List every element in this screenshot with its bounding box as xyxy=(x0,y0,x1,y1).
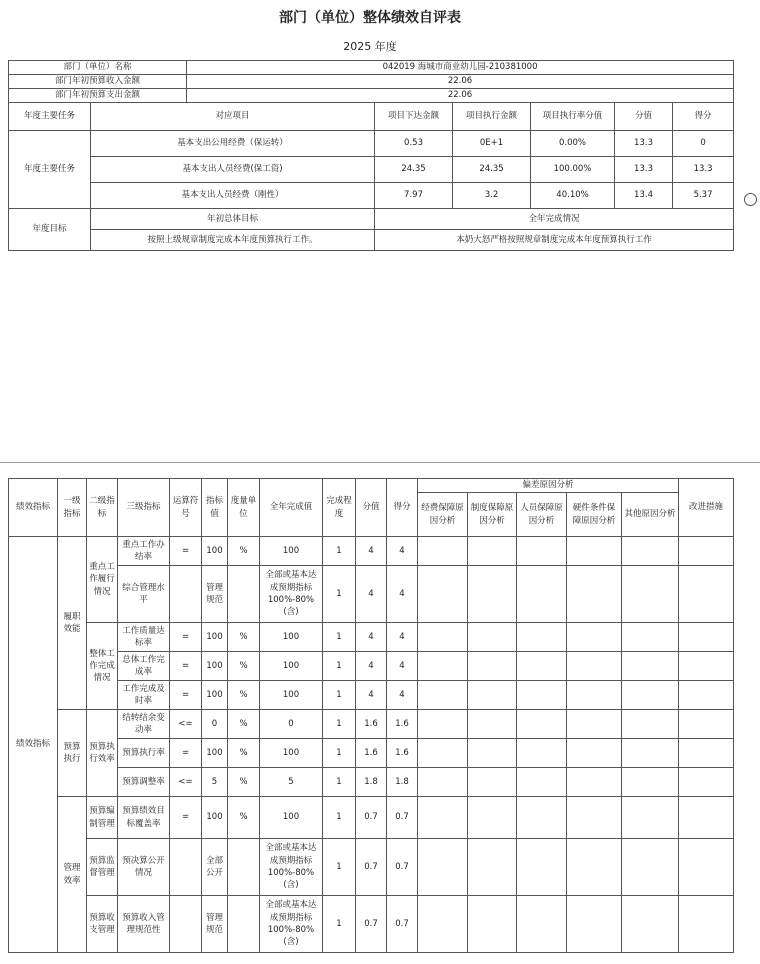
dev-cell xyxy=(468,623,517,652)
level3-label: 预算收入管理规范性 xyxy=(118,896,170,953)
unit: % xyxy=(228,739,260,768)
hdr-dev-other: 其他原因分析 xyxy=(622,493,679,537)
col-allocated: 项目下达金额 xyxy=(375,103,453,131)
got-score: 4 xyxy=(387,537,418,566)
operator: = xyxy=(170,537,202,566)
allocated-amount: 7.97 xyxy=(375,183,453,209)
dev-cell xyxy=(418,710,468,739)
dev-cell xyxy=(622,623,679,652)
dev-cell xyxy=(468,797,517,839)
dev-cell xyxy=(622,797,679,839)
score: 1.6 xyxy=(356,739,387,768)
col-project: 对应项目 xyxy=(91,103,375,131)
improve-cell xyxy=(679,839,734,896)
execution-rate: 40.10% xyxy=(531,183,615,209)
level1-label: 履职效能 xyxy=(58,537,87,710)
hdr-operator: 运算符号 xyxy=(170,479,202,537)
hdr-deviation: 偏差原因分析 xyxy=(418,479,679,493)
dev-cell xyxy=(517,537,567,566)
table-row xyxy=(9,839,734,896)
level3-label: 重点工作办结率 xyxy=(118,537,170,566)
degree: 1 xyxy=(323,739,356,768)
execution-rate: 100.00% xyxy=(531,157,615,183)
page-title: 部门（单位）整体绩效自评表 xyxy=(279,10,461,26)
hdr-degree: 完成程度 xyxy=(323,479,356,537)
score: 4 xyxy=(356,652,387,681)
col-executed: 项目执行金额 xyxy=(453,103,531,131)
col-score: 分值 xyxy=(615,103,673,131)
improve-cell xyxy=(679,768,734,797)
degree: 1 xyxy=(323,537,356,566)
score: 0.7 xyxy=(356,797,387,839)
actual-value: 100 xyxy=(260,739,323,768)
dev-cell xyxy=(418,566,468,623)
got-score: 1.8 xyxy=(387,768,418,797)
degree: 1 xyxy=(323,566,356,623)
dev-cell xyxy=(567,768,622,797)
dev-cell xyxy=(468,768,517,797)
dev-cell xyxy=(622,768,679,797)
got-score: 0.7 xyxy=(387,797,418,839)
dev-cell xyxy=(517,797,567,839)
level2-label: 预算执行效率 xyxy=(87,710,118,797)
main-indicator-label: 绩效指标 xyxy=(9,537,58,953)
level3-label: 综合管理水平 xyxy=(118,566,170,623)
table-row xyxy=(9,566,734,623)
actual-value: 全部或基本达成预期指标 100%-80%(含) xyxy=(260,566,323,623)
level3-label: 工作质量达标率 xyxy=(118,623,170,652)
score: 1.8 xyxy=(356,768,387,797)
dev-cell xyxy=(517,710,567,739)
hdr-level2: 二级指标 xyxy=(87,479,118,537)
actual-value: 5 xyxy=(260,768,323,797)
target-value: 100 xyxy=(202,739,228,768)
level3-label: 工作完成及时率 xyxy=(118,681,170,710)
target-value: 100 xyxy=(202,623,228,652)
dev-cell xyxy=(468,896,517,953)
level2-label: 整体工作完成情况 xyxy=(87,623,118,710)
got-score: 4 xyxy=(387,623,418,652)
dev-cell xyxy=(468,652,517,681)
improve-cell xyxy=(679,896,734,953)
degree: 1 xyxy=(323,896,356,953)
operator: = xyxy=(170,797,202,839)
dev-cell xyxy=(418,681,468,710)
dev-cell xyxy=(517,839,567,896)
improve-cell xyxy=(679,623,734,652)
summary-table xyxy=(8,60,734,251)
dev-cell xyxy=(517,768,567,797)
level3-label: 预算绩效目标覆盖率 xyxy=(118,797,170,839)
dev-cell xyxy=(418,652,468,681)
dev-cell xyxy=(468,739,517,768)
table-row xyxy=(9,157,734,183)
target-value: 管理规范 xyxy=(202,896,228,953)
unit: % xyxy=(228,710,260,739)
unit xyxy=(228,896,260,953)
dev-cell xyxy=(567,537,622,566)
improve-cell xyxy=(679,710,734,739)
expense-value: 22.06 xyxy=(187,89,734,103)
operator xyxy=(170,896,202,953)
improve-cell xyxy=(679,681,734,710)
score: 1.6 xyxy=(356,710,387,739)
hdr-unit: 度量单位 xyxy=(228,479,260,537)
dev-cell xyxy=(622,710,679,739)
dev-cell xyxy=(622,537,679,566)
score: 0.7 xyxy=(356,896,387,953)
got-score: 1.6 xyxy=(387,710,418,739)
dev-cell xyxy=(468,566,517,623)
actual-value: 0 xyxy=(260,710,323,739)
page-divider xyxy=(0,462,760,463)
unit: % xyxy=(228,652,260,681)
hdr-dev-system: 制度保障原因分析 xyxy=(468,493,517,537)
dev-cell xyxy=(567,652,622,681)
dev-cell xyxy=(418,623,468,652)
project-name: 基本支出人员经费(保工资) xyxy=(91,157,375,183)
unit xyxy=(228,566,260,623)
improve-cell xyxy=(679,797,734,839)
improve-cell xyxy=(679,537,734,566)
dev-cell xyxy=(622,681,679,710)
goal-text-right: 本奶大怒严格按照规章制度完成本年度预算执行工作 xyxy=(375,230,734,251)
table-row xyxy=(9,623,734,652)
got-score: 13.3 xyxy=(673,157,734,183)
level2-label: 预算编制管理 xyxy=(87,797,118,839)
operator xyxy=(170,566,202,623)
table-row xyxy=(9,768,734,797)
score: 4 xyxy=(356,537,387,566)
col-got: 得分 xyxy=(673,103,734,131)
score: 4 xyxy=(356,623,387,652)
target-value: 100 xyxy=(202,797,228,839)
table-row xyxy=(9,131,734,157)
got-score: 1.6 xyxy=(387,739,418,768)
dev-cell xyxy=(622,739,679,768)
dev-cell xyxy=(418,896,468,953)
income-value: 22.06 xyxy=(187,75,734,89)
score: 13.3 xyxy=(615,157,673,183)
table-row xyxy=(9,681,734,710)
actual-value: 100 xyxy=(260,537,323,566)
got-score: 5.37 xyxy=(673,183,734,209)
performance-table xyxy=(8,478,734,953)
goal-label: 年度目标 xyxy=(9,209,91,251)
degree: 1 xyxy=(323,652,356,681)
level1-label: 管理效率 xyxy=(58,797,87,953)
dev-cell xyxy=(418,797,468,839)
level3-label: 预算执行率 xyxy=(118,739,170,768)
hdr-dev-staff: 人员保障原因分析 xyxy=(517,493,567,537)
improve-cell xyxy=(679,566,734,623)
dev-cell xyxy=(622,652,679,681)
hdr-target: 指标值 xyxy=(202,479,228,537)
target-value: 100 xyxy=(202,652,228,681)
got-score: 0.7 xyxy=(387,839,418,896)
circle-marker xyxy=(744,193,757,206)
level2-label: 重点工作履行情况 xyxy=(87,537,118,623)
executed-amount: 0E+1 xyxy=(453,131,531,157)
actual-value: 100 xyxy=(260,797,323,839)
allocated-amount: 0.53 xyxy=(375,131,453,157)
improve-cell xyxy=(679,652,734,681)
actual-value: 全部或基本达成预期指标 100%-80%(含) xyxy=(260,896,323,953)
score: 13.3 xyxy=(615,131,673,157)
table-row xyxy=(9,797,734,839)
got-score: 4 xyxy=(387,566,418,623)
dev-cell xyxy=(567,566,622,623)
dev-cell xyxy=(517,566,567,623)
degree: 1 xyxy=(323,768,356,797)
dev-cell xyxy=(517,681,567,710)
degree: 1 xyxy=(323,710,356,739)
unit-name-label: 部门（单位）名称 xyxy=(9,61,187,75)
dev-cell xyxy=(567,839,622,896)
dev-cell xyxy=(567,797,622,839)
level1-label: 预算执行 xyxy=(58,710,87,797)
goal-text-left: 按照上级规章制度完成本年度预算执行工作。 xyxy=(91,230,375,251)
operator: <= xyxy=(170,710,202,739)
year-label: 2025 年度 xyxy=(343,40,397,53)
hdr-indicator: 绩效指标 xyxy=(9,479,58,537)
level2-label: 预算收支管理 xyxy=(87,896,118,953)
actual-value: 全部或基本达成预期指标 100%-80%(含) xyxy=(260,839,323,896)
goal-header-left: 年初总体目标 xyxy=(91,209,375,230)
dev-cell xyxy=(567,710,622,739)
dev-cell xyxy=(418,537,468,566)
unit: % xyxy=(228,681,260,710)
hdr-improve: 改进措施 xyxy=(679,479,734,537)
task-group-label: 年度主要任务 xyxy=(9,131,91,209)
dev-cell xyxy=(567,739,622,768)
got-score: 4 xyxy=(387,652,418,681)
score: 0.7 xyxy=(356,839,387,896)
dev-cell xyxy=(517,623,567,652)
degree: 1 xyxy=(323,623,356,652)
dev-cell xyxy=(468,537,517,566)
goal-header-right: 全年完成情况 xyxy=(375,209,734,230)
operator: = xyxy=(170,652,202,681)
improve-cell xyxy=(679,739,734,768)
target-value: 管理规范 xyxy=(202,566,228,623)
degree: 1 xyxy=(323,839,356,896)
target-value: 100 xyxy=(202,681,228,710)
income-label: 部门年初预算收入金额 xyxy=(9,75,187,89)
score: 4 xyxy=(356,566,387,623)
score: 4 xyxy=(356,681,387,710)
col-rate-score: 项目执行率分值 xyxy=(531,103,615,131)
unit: % xyxy=(228,623,260,652)
hdr-got: 得分 xyxy=(387,479,418,537)
executed-amount: 24.35 xyxy=(453,157,531,183)
unit: % xyxy=(228,797,260,839)
dev-cell xyxy=(517,652,567,681)
table-row xyxy=(9,652,734,681)
operator: = xyxy=(170,623,202,652)
hdr-dev-funding: 经费保障原因分析 xyxy=(418,493,468,537)
table-row xyxy=(9,537,734,566)
hdr-level1: 一级指标 xyxy=(58,479,87,537)
hdr-dev-hardware: 硬件条件保障原因分析 xyxy=(567,493,622,537)
operator: = xyxy=(170,681,202,710)
level3-label: 预决算公开情况 xyxy=(118,839,170,896)
level2-label: 预算监督管理 xyxy=(87,839,118,896)
dev-cell xyxy=(567,896,622,953)
operator: <= xyxy=(170,768,202,797)
operator xyxy=(170,839,202,896)
project-name: 基本支出人员经费（刚性） xyxy=(91,183,375,209)
allocated-amount: 24.35 xyxy=(375,157,453,183)
got-score: 4 xyxy=(387,681,418,710)
degree: 1 xyxy=(323,797,356,839)
unit-name-value: 042019 海城市商业幼儿园-210381000 xyxy=(187,61,734,75)
dev-cell xyxy=(517,739,567,768)
level3-label: 总体工作完成率 xyxy=(118,652,170,681)
actual-value: 100 xyxy=(260,652,323,681)
unit: % xyxy=(228,537,260,566)
execution-rate: 0.00% xyxy=(531,131,615,157)
hdr-level3: 三级指标 xyxy=(118,479,170,537)
hdr-score: 分值 xyxy=(356,479,387,537)
target-value: 全部公开 xyxy=(202,839,228,896)
table-row xyxy=(9,710,734,739)
hdr-actual: 全年完成值 xyxy=(260,479,323,537)
level3-label: 结转结余变动率 xyxy=(118,710,170,739)
table-row xyxy=(9,739,734,768)
unit xyxy=(228,839,260,896)
expense-label: 部门年初预算支出金额 xyxy=(9,89,187,103)
dev-cell xyxy=(418,768,468,797)
actual-value: 100 xyxy=(260,681,323,710)
unit: % xyxy=(228,768,260,797)
task-header: 年度主要任务 xyxy=(9,103,91,131)
dev-cell xyxy=(622,566,679,623)
level3-label: 预算调整率 xyxy=(118,768,170,797)
target-value: 5 xyxy=(202,768,228,797)
dev-cell xyxy=(567,623,622,652)
operator: = xyxy=(170,739,202,768)
dev-cell xyxy=(567,681,622,710)
project-name: 基本支出公用经费（保运转） xyxy=(91,131,375,157)
dev-cell xyxy=(418,839,468,896)
actual-value: 100 xyxy=(260,623,323,652)
table-row xyxy=(9,183,734,209)
got-score: 0 xyxy=(673,131,734,157)
dev-cell xyxy=(468,839,517,896)
dev-cell xyxy=(517,896,567,953)
dev-cell xyxy=(468,710,517,739)
table-row xyxy=(9,896,734,953)
degree: 1 xyxy=(323,681,356,710)
dev-cell xyxy=(622,896,679,953)
dev-cell xyxy=(622,839,679,896)
executed-amount: 3.2 xyxy=(453,183,531,209)
target-value: 0 xyxy=(202,710,228,739)
got-score: 0.7 xyxy=(387,896,418,953)
dev-cell xyxy=(418,739,468,768)
target-value: 100 xyxy=(202,537,228,566)
dev-cell xyxy=(468,681,517,710)
score: 13.4 xyxy=(615,183,673,209)
